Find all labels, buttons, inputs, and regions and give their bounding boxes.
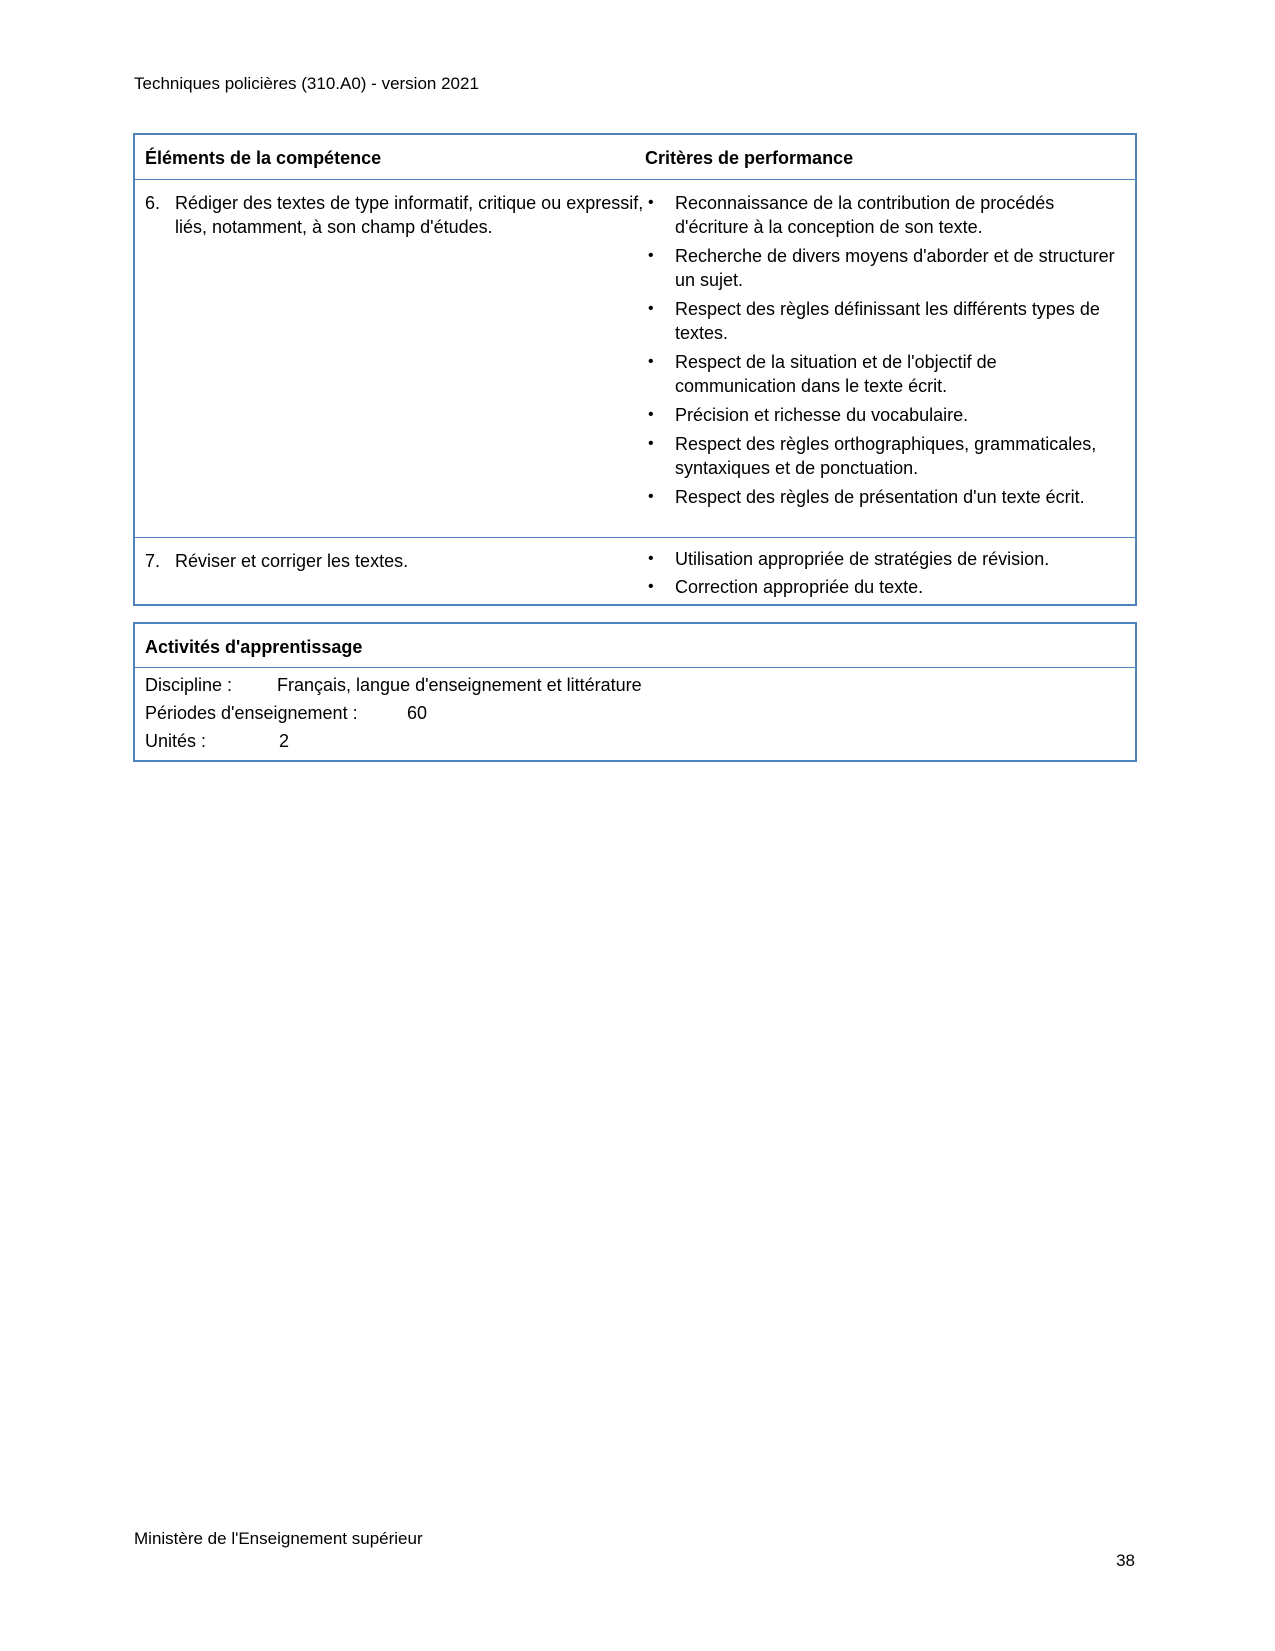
page-number: 38: [1116, 1551, 1135, 1570]
list-item: • Reconnaissance de la contribution de procédés d'écriture à la conception de son texte.: [648, 193, 1055, 237]
competency-element: [145, 191, 653, 239]
column-header-criteria: Critères de performance: [645, 148, 854, 168]
list-item: • Respect des règles de présentation d'un texte écrit.: [648, 487, 1085, 507]
list-item: • Respect de la situation et de l'objectif de communication dans le texte écrit.: [648, 352, 997, 396]
element-text: Rédiger des textes de type informatif, critique ou expressif, liés, notamment, à son champ d'études.: [175, 193, 644, 237]
list-item: • Respect des règles définissant les différents types de textes.: [648, 299, 1100, 343]
competency-table: [133, 133, 1137, 606]
table-row: [135, 538, 1135, 604]
document-header: Techniques policières (310.A0) - version 2021: [134, 74, 479, 93]
activities-title: Activités d'apprentissage: [145, 637, 363, 657]
periods-value: 60: [407, 703, 428, 723]
criteria-list: [645, 191, 1115, 514]
units-label: Unités :: [145, 731, 207, 751]
learning-activities-box: [133, 622, 1137, 762]
bullet-icon: •: [648, 247, 654, 264]
list-item: • Précision et richesse du vocabulaire.: [648, 405, 969, 425]
bullet-icon: •: [648, 578, 654, 595]
discipline-value: Français, langue d'enseignement et littérature: [277, 675, 642, 695]
bullet-icon: •: [648, 300, 654, 317]
competency-element: [145, 549, 653, 573]
bullet-icon: •: [648, 194, 654, 211]
units-value: 2: [279, 731, 290, 751]
element-text: Réviser et corriger les textes.: [175, 551, 409, 571]
units-line: [145, 730, 289, 752]
element-number: 6.: [145, 193, 161, 213]
discipline-line: [145, 674, 642, 696]
list-item: • Utilisation appropriée de stratégies de révision.: [648, 549, 1050, 569]
criteria-list: [645, 547, 1115, 603]
bullet-icon: •: [648, 406, 654, 423]
list-item: • Respect des règles orthographiques, grammaticales, syntaxiques et de ponctuation.: [648, 434, 1097, 478]
list-item: • Recherche de divers moyens d'aborder et de structurer un sujet.: [648, 246, 1115, 290]
table-row: [135, 180, 1135, 538]
bullet-icon: •: [648, 488, 654, 505]
discipline-label: Discipline :: [145, 675, 233, 695]
list-item: • Correction appropriée du texte.: [648, 577, 924, 597]
bullet-icon: •: [648, 435, 654, 452]
column-header-elements: Éléments de la compétence: [145, 148, 382, 168]
bullet-icon: •: [648, 353, 654, 370]
periods-label: Périodes d'enseignement :: [145, 703, 358, 723]
element-number: 7.: [145, 551, 161, 571]
document-footer: Ministère de l'Enseignement supérieur: [134, 1529, 423, 1548]
table-header-row: [135, 135, 1135, 180]
divider: [135, 667, 1135, 668]
bullet-icon: •: [648, 550, 654, 567]
periods-line: [145, 702, 427, 724]
